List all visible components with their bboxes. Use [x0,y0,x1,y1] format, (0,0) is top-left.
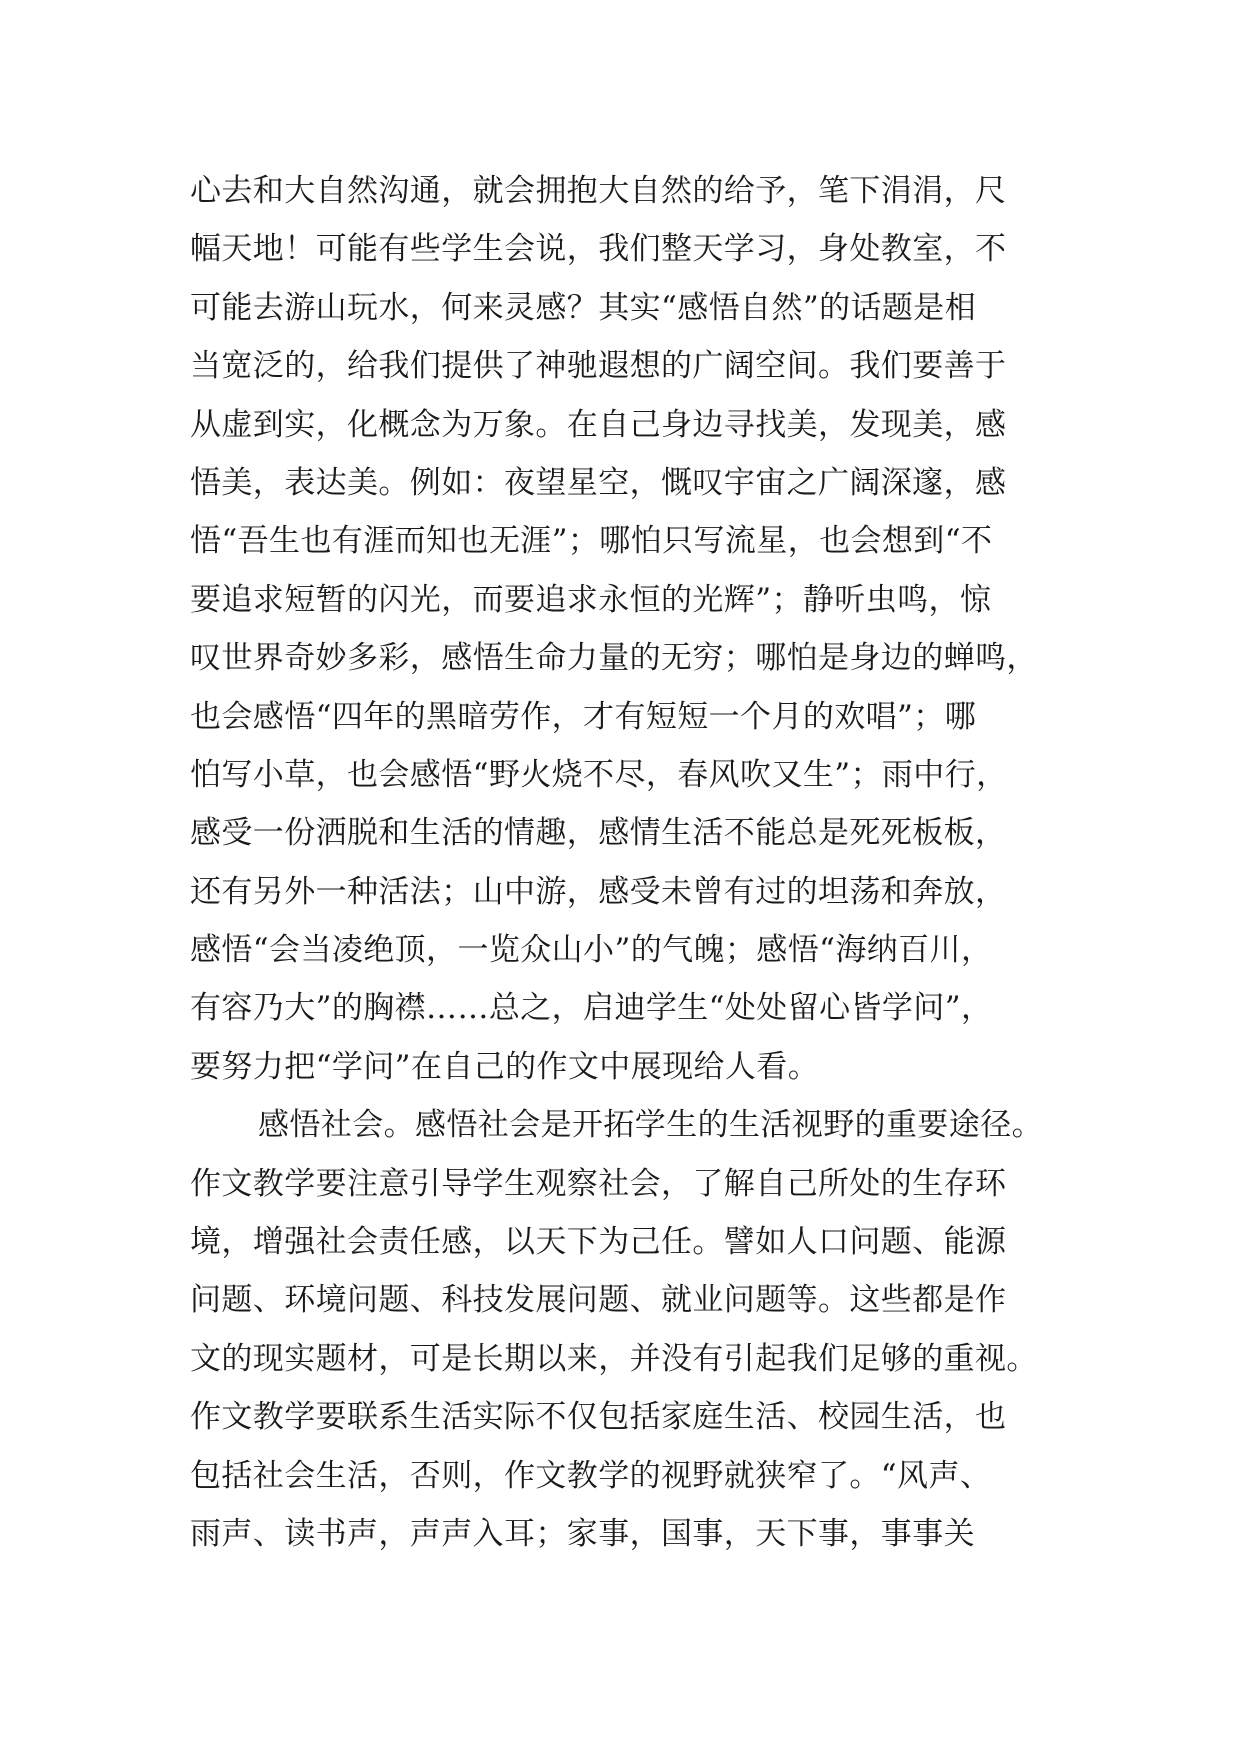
text-line: 也会感悟“四年的黑暗劳作，才有短短一个月的欢唱”；哪 [190,698,977,735]
text-line: 幅天地！可能有些学生会说，我们整天学习，身处教室，不 [190,231,1007,268]
text-line: 作文教学要联系生活实际不仅包括家庭生活、校园生活，也 [190,1399,1007,1436]
text-line: 悟美，表达美。例如：夜望星空，慨叹宇宙之广阔深邃，感 [190,464,1007,501]
text-line: 要努力把“学问”在自己的作文中展现给人看。 [190,1048,820,1085]
text-line: 心去和大自然沟通，就会拥抱大自然的给予，笔下涓涓，尺 [190,173,1007,209]
text-line: 叹世界奇妙多彩，感悟生命力量的无穷；哪怕是身边的蝉鸣， [190,640,1038,677]
body-text [190,162,1070,1563]
text-line: 作文教学要注意引导学生观察社会，了解自己所处的生存环 [190,1165,1007,1202]
text-line: 从虚到实，化概念为万象。在自己身边寻找美，发现美，感 [190,406,1007,443]
text-line: 雨声、读书声，声声入耳；家事，国事，天下事，事事关 [190,1515,975,1552]
text-line: 境，增强社会责任感，以天下为己任。譬如人口问题、能源 [190,1224,1007,1261]
paragraph-start-line: 感悟社会。感悟社会是开拓学生的生活视野的重要途径。 [258,1107,1043,1144]
text-line: 感受一份洒脱和生活的情趣，感情生活不能总是死死板板， [190,815,1007,852]
text-line: 可能去游山玩水，何来灵感？其实“感悟自然”的话题是相 [190,289,977,326]
text-line: 有容乃大”的胸襟……总之，启迪学生“处处留心皆学问”， [190,990,993,1027]
text-line: 感悟“会当凌绝顶，一览众山小”的气魄；感悟“海纳百川， [190,932,993,969]
text-line: 当宽泛的，给我们提供了神驰遐想的广阔空间。我们要善于 [190,348,1007,385]
text-line: 悟“吾生也有涯而知也无涯”；哪怕只写流星，也会想到“不 [190,523,993,560]
text-line: 问题、环境问题、科技发展问题、就业问题等。这些都是作 [190,1282,1007,1319]
text-line: 文的现实题材，可是长期以来，并没有引起我们足够的重视。 [190,1340,1038,1377]
text-line: 怕写小草，也会感悟“野火烧不尽，春风吹又生”；雨中行， [190,756,1008,793]
text-line: 包括社会生活，否则，作文教学的视野就狭窄了。“风声、 [190,1457,992,1494]
text-line: 还有另外一种活法；山中游，感受未曾有过的坦荡和奔放， [190,873,1007,910]
text-line: 要追求短暂的闪光，而要追求永恒的光辉”；静听虫鸣，惊 [190,581,992,618]
